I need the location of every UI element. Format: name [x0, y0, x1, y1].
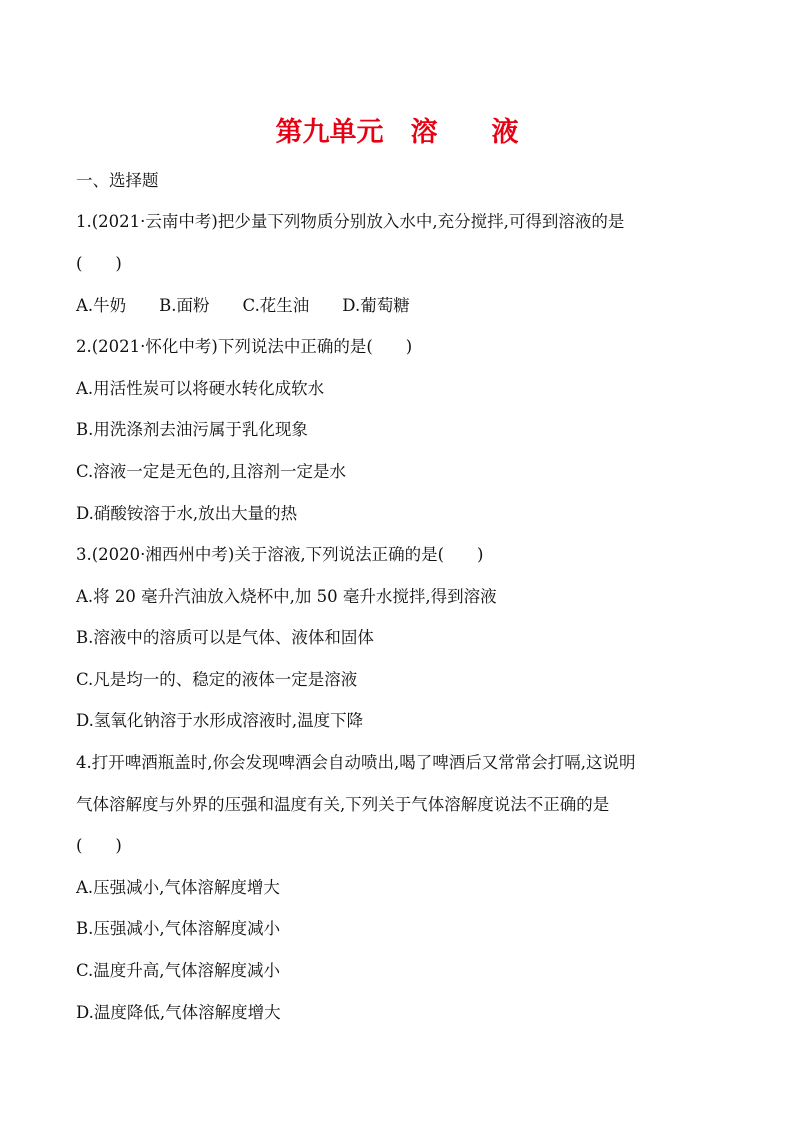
question-1-answer-blank: ( ) — [76, 254, 122, 273]
question-4-answer-blank: ( ) — [76, 836, 122, 855]
question-3-option-c: C.凡是均一的、稳定的液体一定是溶液 — [76, 670, 358, 689]
question-1-options: A.牛奶 B.面粉 C.花生油 D.葡萄糖 — [76, 296, 410, 315]
question-1-stem: 1.(2021·云南中考)把少量下列物质分别放入水中,充分搅拌,可得到溶液的是 — [76, 212, 625, 231]
question-2-stem: 2.(2021·怀化中考)下列说法中正确的是( ) — [76, 337, 413, 356]
page-title: 第九单元 溶 液 — [275, 117, 519, 148]
question-2-option-c: C.溶液一定是无色的,且溶剂一定是水 — [76, 462, 347, 481]
question-2-option-d: D.硝酸铵溶于水,放出大量的热 — [76, 504, 298, 523]
question-3-option-b: B.溶液中的溶质可以是气体、液体和固体 — [76, 628, 374, 647]
question-4-option-a: A.压强减小,气体溶解度增大 — [76, 878, 280, 897]
question-4-option-d: D.温度降低,气体溶解度增大 — [76, 1003, 281, 1022]
question-2-option-b: B.用洗涤剂去油污属于乳化现象 — [76, 420, 308, 439]
question-4-option-b: B.压强减小,气体溶解度减小 — [76, 919, 281, 938]
section-heading: 一、选择题 — [76, 171, 159, 190]
question-3-option-d: D.氢氧化钠溶于水形成溶液时,温度下降 — [76, 711, 364, 730]
question-3-option-a: A.将 20 毫升汽油放入烧杯中,加 50 毫升水搅拌,得到溶液 — [76, 587, 497, 606]
question-4-option-c: C.温度升高,气体溶解度减小 — [76, 961, 281, 980]
question-4-stem-line-2: 气体溶解度与外界的压强和温度有关,下列关于气体溶解度说法不正确的是 — [76, 795, 610, 814]
question-3-stem: 3.(2020·湘西州中考)关于溶液,下列说法正确的是( ) — [76, 545, 484, 564]
question-4-stem-line-1: 4.打开啤酒瓶盖时,你会发现啤酒会自动喷出,喝了啤酒后又常常会打嗝,这说明 — [76, 753, 636, 772]
question-2-option-a: A.用活性炭可以将硬水转化成软水 — [76, 379, 325, 398]
